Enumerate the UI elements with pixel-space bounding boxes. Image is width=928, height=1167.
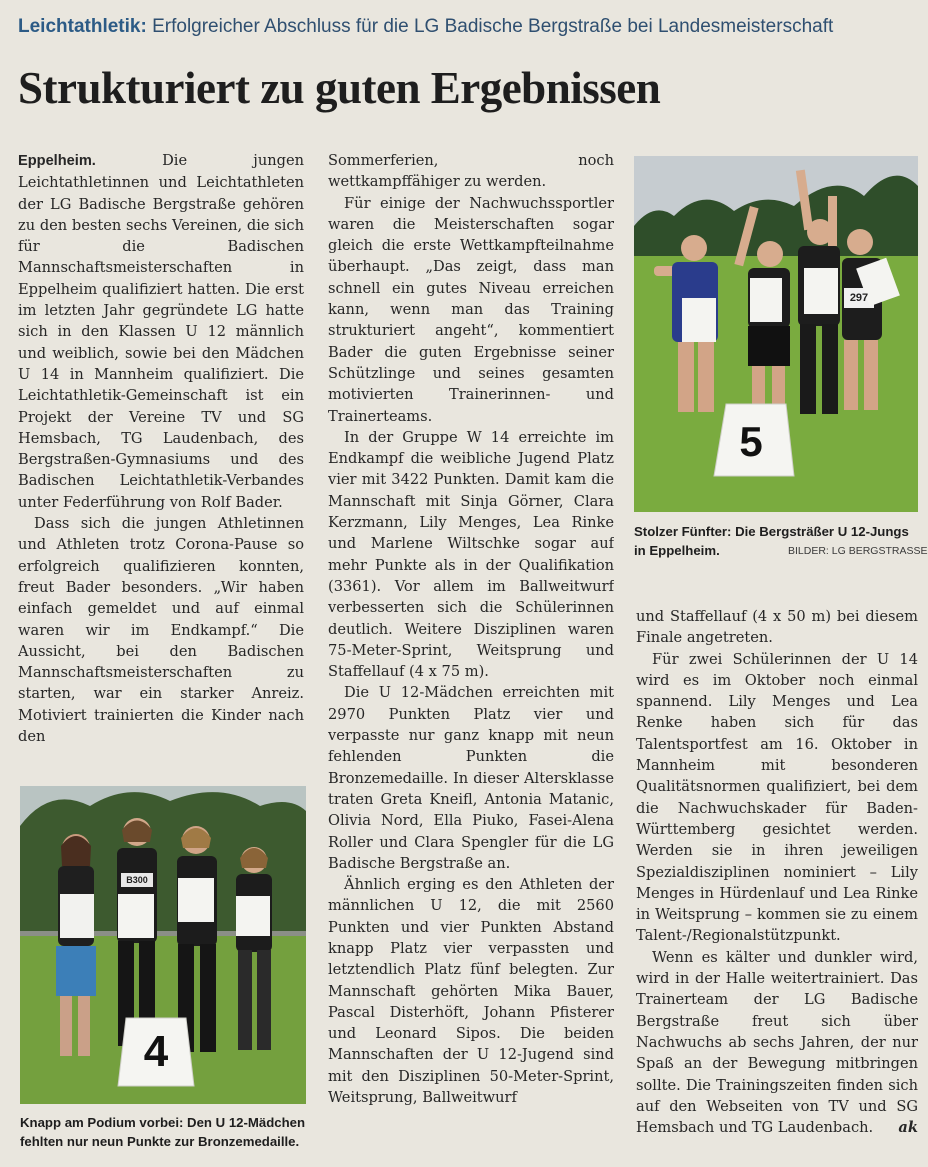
photo-caption-boys: Stolzer Fünfter: Die Bergsträßer U 12-Jungs in Eppelheim.	[634, 524, 909, 558]
paragraph: Sommerferien, noch wettkampffähiger zu werden.	[328, 152, 614, 191]
podium-number: 5	[739, 418, 763, 465]
dateline: Eppelheim.	[18, 153, 96, 169]
paragraph-text: Die jungen Leichtathletinnen und Leichtathleten der LG Badische Bergstraße gehören zu den besten sechs Vereinen, die sich für die Badischen Mannschaftsmeisterschaften in Eppelheim qualifiziert hatten. Die erst im letzten Jahr gegründete LG hatte sich in den Klassen U 12 männlich und weiblich, sowie bei den Mädchen U 14 in Mannheim qualifiziert. Die Leichtathletik-Gemeinschaft ist ein Projekt der Vereine TV und SG Hemsbach, TG Laudenbach, des Bergstraßen-Gymnasiums und des Badischen Leichtathletik-Verbandes unter Federführung von Rolf Bader.	[18, 152, 304, 511]
article-column-1	[18, 150, 304, 750]
paragraph: Für einige der Nachwuchssportler waren die Meisterschaften sogar gleich die erste Wettkampfteilnahme überhaupt. „Das zeigt, dass man schnell ein gutes Niveau erreichen kann, wenn man das Training strukturiert angeht“, kommentiert Bader die guten Ergebnisse seiner Schützlinge und seines gesamten motivierten Trainerinnen- und Trainerteams.	[328, 194, 614, 425]
subheadline: Erfolgreicher Abschluss für die LG Badische Bergstraße bei Landesmeisterschaft	[152, 16, 834, 37]
start-bib: 297	[849, 292, 869, 304]
photo-caption-girls: Knapp am Podium vorbei: Den U 12-Mädchen fehlten nur neun Punkte zur Bronzemedaille.	[20, 1115, 306, 1149]
section-label: Leichtathletik:	[18, 16, 147, 37]
paragraph-text: Wenn es kälter und dunkler wird, wird in der Halle weitertrainiert. Das Trainerteam der LG Badische Bergstraße freut sich über Nachwuchs ab sechs Jahren, der nur Spaß an der Bewegung mitbringen sollte. Die Trainingszeiten finden sich auf den Webseiten von TV und SG Hemsbach und TG Laudenbach.	[636, 948, 918, 1137]
photo-credit: BILDER: LG BERGSTRASSE	[788, 545, 928, 557]
paragraph	[18, 150, 304, 513]
photo-u12-boys-illustration	[634, 156, 918, 512]
start-bib: B300	[126, 875, 148, 885]
article-kicker	[18, 14, 918, 40]
paragraph: Die U 12-Mädchen erreichten mit 2970 Punkten Platz vier und verpasste nur ganz knapp mit neun fehlenden Punkten die Bronzemedaille. In dieser Altersklasse traten Greta Kneifl, Antonia Matanic, Olivia Nord, Ella Piuko, Fasei-Alena Roller und Clara Spengler für die LG Badische Bergstraße an.	[328, 684, 614, 872]
paragraph: Für zwei Schülerinnen der U 14 wird es im Oktober noch einmal spannend. Lily Menges und Lea Renke haben sich für das Talentsportfest am 16. Oktober in Mannheim mit besonderen Qualitätsnormen qualifiziert, bei dem die Nachwuchskader für Baden-Württemberg gesichtet werden. Werden sie in ihren jeweiligen Spezialdisziplinen nominiert – Lily Menges in Hürdenlauf und Lea Rinke in Weitsprung – kommen sie zu einem Talent-/Regionalstützpunkt.	[636, 650, 918, 945]
paragraph: Ähnlich erging es den Athleten der männlichen U 12, die mit 2560 Punkten und vier Punkten Abstand knapp Platz vier verpassten und letztendlich Platz fünf belegten. Zur Mannschaft gehörten Mika Bauer, Pascal Disterhöft, Johann Pfisterer und Leonard Sipos. Die beiden Mannschaften der U 12-Jugend sind mit den Disziplinen 50-Meter-Sprint, Weitsprung, Ballweitwurf	[328, 876, 614, 1107]
paragraph	[636, 947, 918, 1139]
photo-u12-boys	[634, 156, 918, 512]
paragraph: In der Gruppe W 14 erreichte im Endkampf die weibliche Jugend Platz vier mit 3422 Punkten. Damit kam die Mannschaft mit Sinja Görner, Clara Kerzmann, Lily Menges, Lea Rinke und Marlene Wiltschke sogar auf mehr Punkte als in der Qualifikation (3361). Vor allem im Ballweitwurf verbesserten sich die Schülerinnen deutlich. Weitere Disziplinen waren 75-Meter-Sprint, Weitsprung und Staffellauf (4 x 75 m).	[328, 428, 614, 681]
author-signature: ak	[898, 1119, 918, 1137]
podium-number: 4	[143, 1027, 169, 1076]
paragraph: und Staffellauf (4 x 50 m) bei diesem Finale angetreten.	[636, 608, 918, 647]
article-column-3	[636, 606, 918, 1156]
article-column-2	[328, 150, 614, 1155]
photo-u12-girls	[20, 786, 306, 1104]
paragraph: Dass sich die jungen Athletinnen und Athleten trotz Corona-Pause so erfolgreich qualifizieren konnten, freut Bader besonders. „Wir haben einfach gemeldet und auf einmal waren wir im Endkampf.“ Die Aussicht, bei den Badischen Mannschaftsmeisterschaften zu starten, war ein starker Anreiz. Motiviert trainierten die Kinder nach den	[18, 515, 304, 746]
headline: Strukturiert zu guten Ergebnissen	[18, 63, 661, 113]
